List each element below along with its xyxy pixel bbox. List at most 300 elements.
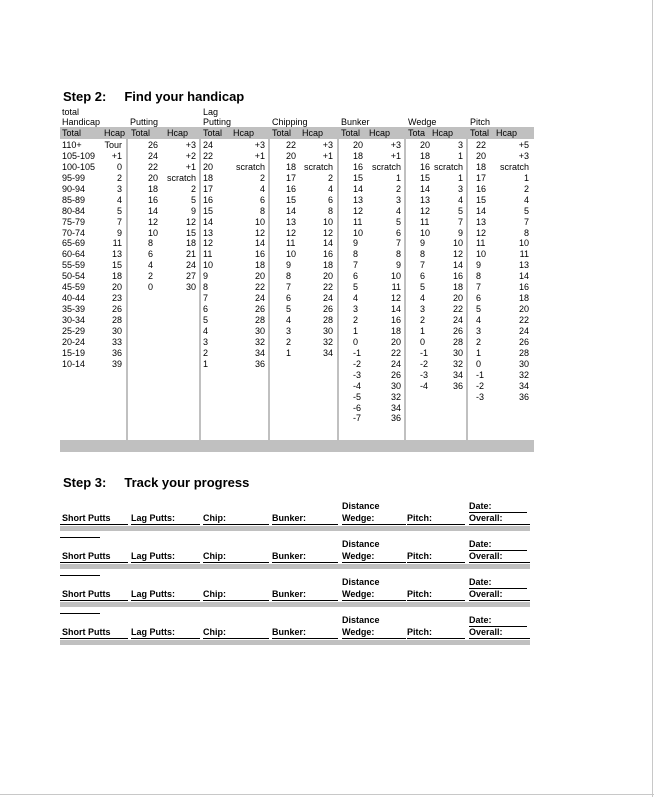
total-value: 7 (476, 282, 482, 293)
table-row (468, 140, 534, 151)
total-value: 17 (476, 172, 487, 183)
lag-putting-header-line: Lag (203, 107, 219, 117)
total-value: 9 (476, 260, 482, 271)
hcap-value: 14 (452, 260, 463, 271)
total-value: 20 (353, 140, 364, 150)
bunker-subheader (341, 127, 391, 140)
total-value: -4 (420, 380, 429, 391)
page-bottom-edge (0, 794, 654, 795)
table-row (128, 271, 199, 282)
step2-title: Find your handicap (124, 89, 245, 104)
total-value: 13 (203, 227, 214, 238)
hcap-value: 22 (452, 304, 463, 315)
hcap-value: +1 (111, 150, 122, 161)
table-row (270, 348, 337, 359)
hcap-value: scratch (499, 161, 529, 172)
hcap-value: 32 (390, 391, 401, 402)
total-value: 5 (286, 304, 292, 315)
entry-line (407, 638, 465, 639)
tracking-row (60, 501, 530, 527)
hcap-value: 24 (452, 315, 463, 325)
table-row (406, 271, 466, 282)
entry-line (469, 626, 527, 627)
lag-putting-rows (201, 140, 268, 370)
total-value: 1 (353, 325, 359, 336)
hcap-value: 1 (457, 150, 463, 161)
table-row (201, 293, 268, 304)
entry-line (60, 600, 128, 601)
table-row (201, 228, 268, 239)
hcap-value: 33 (111, 336, 122, 347)
lag-putting-header (203, 107, 231, 127)
hcap-value: 2 (395, 183, 401, 194)
short-putts-label: Short Putts (62, 513, 111, 523)
table-row (339, 282, 404, 293)
total-value: 1 (286, 347, 292, 358)
total-value: 85-89 (62, 194, 86, 205)
table-row (270, 260, 337, 271)
total-value: 14 (353, 183, 364, 194)
hcap-value: 2 (327, 172, 333, 183)
total-column-header: Total (341, 128, 361, 138)
hcap-value: 15 (111, 260, 122, 271)
hcap-value: 3 (395, 194, 401, 205)
hcap-value: 20 (452, 293, 463, 304)
hcap-value: +1 (185, 161, 196, 172)
total-value: 16 (203, 194, 214, 205)
hcap-value: 18 (254, 260, 265, 271)
table-row (60, 271, 126, 282)
total-value: 8 (203, 282, 209, 293)
entry-line (407, 524, 465, 525)
hcap-value: 22 (322, 282, 333, 293)
total-value: 24 (148, 150, 159, 161)
entry-line (60, 638, 128, 639)
table-row (128, 162, 199, 173)
table-row (270, 184, 337, 195)
hcap-value: +3 (518, 150, 529, 161)
total-value: 35-39 (62, 304, 86, 315)
total-value: 20 (286, 150, 297, 161)
entry-line (469, 512, 527, 513)
step3-title: Track your progress (124, 475, 250, 490)
table-row (468, 381, 534, 392)
total-value: 12 (476, 227, 487, 238)
chip-label: Chip: (203, 513, 226, 523)
hcap-value: 14 (322, 238, 333, 249)
table-row (339, 184, 404, 195)
table-row (468, 151, 534, 162)
total-value: 1 (476, 347, 482, 358)
hcap-value: 36 (111, 347, 122, 358)
total-value: 7 (353, 260, 359, 271)
table-row (128, 249, 199, 260)
hcap-value: 12 (390, 293, 401, 304)
entry-line (469, 550, 527, 551)
hcap-value: 9 (395, 260, 401, 271)
hcap-column-header: Hcap (302, 128, 324, 138)
short-putts-label: Short Putts (62, 627, 111, 637)
total-value: 9 (353, 238, 359, 249)
table-row (468, 249, 534, 260)
table-row (339, 392, 404, 403)
hcap-value: 9 (116, 227, 122, 238)
total-value: 6 (476, 293, 482, 304)
entry-line (203, 638, 269, 639)
hcap-value: 7 (523, 216, 529, 227)
table-row (468, 271, 534, 282)
table-row (406, 282, 466, 293)
lag-putting-header-line: Putting (203, 117, 232, 127)
table-row (339, 381, 404, 392)
table-row (60, 228, 126, 239)
table-row (60, 140, 126, 151)
table-row (406, 206, 466, 217)
hcap-value: 7 (457, 216, 463, 227)
total-value: 16 (148, 194, 159, 205)
total-value: 3 (420, 304, 426, 315)
hcap-value: 1 (523, 172, 529, 183)
table-row (406, 348, 466, 359)
hcap-value: 1 (395, 172, 401, 183)
entry-line (342, 600, 406, 601)
table-row (128, 140, 199, 151)
table-row (128, 206, 199, 217)
hcap-value: 28 (322, 315, 333, 325)
total-value: 7 (286, 282, 292, 293)
total-value: 2 (353, 315, 359, 325)
entry-line (469, 588, 527, 589)
table-row (339, 217, 404, 228)
table-row (60, 260, 126, 271)
total-value: 16 (286, 183, 297, 194)
table-row (270, 238, 337, 249)
total-value: -6 (353, 402, 362, 413)
hcap-value: scratch (235, 161, 265, 172)
total-value: 20 (476, 150, 487, 161)
total-value: -1 (353, 347, 362, 358)
hcap-value: 11 (519, 249, 529, 260)
hcap-value: 26 (518, 336, 529, 347)
total-value: 12 (353, 205, 364, 216)
hcap-value: scratch (303, 161, 333, 172)
hcap-value: +1 (254, 150, 265, 161)
bunker-label: Bunker: (272, 589, 307, 599)
hcap-value: +3 (390, 140, 401, 150)
bunker-rows (339, 140, 404, 424)
hcap-value: 28 (111, 315, 122, 325)
entry-line (342, 562, 406, 563)
table-row (270, 304, 337, 315)
total-value: 17 (286, 172, 297, 183)
total-value: 14 (286, 205, 297, 216)
hcap-value: +3 (254, 140, 265, 150)
table-row (468, 304, 534, 315)
hcap-value: 6 (327, 194, 333, 205)
table-row (339, 413, 404, 424)
total-value: 8 (420, 249, 426, 260)
hcap-value: 6 (395, 227, 401, 238)
hcap-value: 20 (390, 336, 401, 347)
table-row (406, 140, 466, 151)
table-row (60, 217, 126, 228)
hcap-value: 30 (185, 282, 196, 293)
table-row (201, 217, 268, 228)
total-column-header: Total (203, 128, 223, 138)
wedge-label: Wedge: (342, 627, 375, 637)
total-value: 12 (420, 205, 431, 216)
total-column-header: Total (272, 128, 292, 138)
step3-heading (63, 475, 249, 490)
table-row (270, 162, 337, 173)
hcap-value: 26 (452, 325, 463, 336)
pitch-label: Pitch: (407, 589, 433, 599)
date-label: Date: (469, 539, 492, 549)
total-handicap-rows (60, 140, 126, 370)
hcap-value: +3 (322, 140, 333, 150)
table-row (339, 315, 404, 326)
hcap-value: 26 (111, 304, 122, 315)
table-row (270, 326, 337, 337)
hcap-value: 34 (390, 402, 401, 413)
hcap-value: 12 (254, 227, 265, 238)
hcap-value: 4 (327, 183, 333, 194)
table-row (339, 173, 404, 184)
table-row (406, 195, 466, 206)
entry-line (60, 562, 128, 563)
table-row (60, 293, 126, 304)
total-value: 20 (203, 161, 214, 172)
hcap-value: 36 (390, 413, 401, 424)
hcap-value: 34 (254, 347, 265, 358)
hcap-value: 24 (185, 260, 196, 271)
total-value: 50-54 (62, 271, 86, 282)
lag-putts-label: Lag Putts: (131, 551, 175, 561)
table-row (60, 151, 126, 162)
entry-line (203, 600, 269, 601)
table-row (270, 173, 337, 184)
hcap-value: 4 (259, 183, 265, 194)
table-row (339, 304, 404, 315)
total-value: 17 (203, 183, 214, 194)
total-value: 8 (476, 271, 482, 282)
hcap-value: 27 (185, 271, 196, 282)
hcap-value: 10 (390, 271, 401, 282)
total-value: 5 (476, 304, 482, 315)
tracking-row (60, 539, 530, 565)
entry-line (272, 524, 338, 525)
hcap-value: 16 (518, 282, 529, 293)
tracking-row-bar (60, 602, 530, 607)
total-value: 5 (203, 315, 209, 325)
table-row (406, 315, 466, 326)
table-row (339, 260, 404, 271)
total-value: 4 (203, 325, 209, 336)
hcap-value: 15 (185, 227, 196, 238)
chipping-subheader (272, 127, 324, 140)
chip-label: Chip: (203, 551, 226, 561)
table-row (128, 238, 199, 249)
total-value: 0 (420, 336, 426, 347)
table-row (201, 315, 268, 326)
date-label: Date: (469, 577, 492, 587)
total-value: 18 (420, 150, 431, 161)
table-row (128, 173, 199, 184)
bunker-header-line: Bunker (341, 117, 370, 127)
total-value: 80-84 (62, 205, 86, 216)
hcap-value: 18 (452, 282, 463, 293)
wedge-label: Wedge: (342, 513, 375, 523)
hcap-value: 32 (322, 336, 333, 347)
hcap-value: 32 (518, 369, 529, 380)
table-row (201, 249, 268, 260)
pitch-rows (468, 140, 534, 403)
overall-label: Overall: (469, 513, 503, 523)
putting-subheader (131, 127, 189, 140)
total-value: 11 (476, 238, 486, 249)
table-row (468, 228, 534, 239)
hcap-value: 10 (452, 238, 463, 249)
total-value: 14 (476, 205, 487, 216)
table-row (201, 260, 268, 271)
hcap-value: 5 (395, 216, 401, 227)
table-row (60, 238, 126, 249)
step2-heading (63, 89, 244, 104)
total-value: 14 (148, 205, 159, 216)
table-row (201, 195, 268, 206)
total-value: 6 (203, 304, 209, 315)
total-value: 3 (203, 336, 209, 347)
date-label: Date: (469, 615, 492, 625)
table-row (60, 315, 126, 326)
hcap-value: 11 (112, 238, 122, 249)
entry-line (60, 537, 100, 538)
table-row (270, 217, 337, 228)
total-column-header: Tota (408, 128, 426, 138)
total-value: 18 (476, 161, 487, 172)
table-row (128, 151, 199, 162)
total-value: 4 (286, 315, 292, 325)
short-putts-label: Short Putts (62, 589, 111, 599)
hcap-value: 28 (518, 347, 529, 358)
table-row (339, 337, 404, 348)
total-value: -1 (476, 369, 485, 380)
page-right-edge (652, 0, 653, 797)
total-value: -4 (353, 380, 362, 391)
pitch-label: Pitch: (407, 513, 433, 523)
total-value: 60-64 (62, 249, 86, 260)
hcap-column-header: Hcap (104, 128, 126, 138)
total-value: 22 (203, 150, 214, 161)
hcap-value: 18 (185, 238, 196, 249)
entry-line (272, 562, 338, 563)
entry-line (131, 600, 200, 601)
total-value: 0 (476, 358, 482, 369)
table-row (201, 282, 268, 293)
hcap-value: 21 (185, 249, 196, 260)
total-value: 3 (476, 325, 482, 336)
putting-rows (128, 140, 199, 293)
table-row (270, 140, 337, 151)
hcap-value: 34 (452, 369, 463, 380)
chip-label: Chip: (203, 589, 226, 599)
table-row (468, 173, 534, 184)
hcap-column-header: Hcap (432, 128, 454, 138)
table-row (339, 140, 404, 151)
table-row (201, 151, 268, 162)
total-value: 6 (148, 249, 154, 260)
total-value: 10 (420, 227, 431, 238)
table-row (339, 151, 404, 162)
table-row (201, 271, 268, 282)
chipping-header (272, 117, 308, 127)
total-value: 10 (476, 249, 487, 260)
total-value: 10 (148, 227, 159, 238)
hcap-value: scratch (166, 172, 196, 183)
pitch-subheader (470, 127, 518, 140)
lag-putts-label: Lag Putts: (131, 627, 175, 637)
table-row (339, 228, 404, 239)
total-value: 10 (286, 249, 297, 260)
wedge-header (408, 117, 436, 127)
total-value: 20 (420, 140, 431, 150)
distance-label: Distance (342, 577, 380, 587)
entry-line (469, 600, 530, 601)
total-value: 4 (148, 260, 154, 271)
wedge-label: Wedge: (342, 551, 375, 561)
total-value: 105-109 (62, 150, 96, 161)
table-row (406, 359, 466, 370)
table-row (468, 184, 534, 195)
table-row (201, 140, 268, 151)
hcap-value: 22 (518, 315, 529, 325)
table-row (128, 260, 199, 271)
hcap-value: 12 (185, 216, 196, 227)
putting-header (130, 117, 158, 127)
hcap-value: 22 (390, 347, 401, 358)
total-value: 10 (353, 227, 364, 238)
entry-line (272, 600, 338, 601)
entry-line (60, 524, 128, 525)
entry-line (272, 638, 338, 639)
total-value: -3 (353, 369, 362, 380)
hcap-value: 1 (457, 172, 463, 183)
overall-label: Overall: (469, 589, 503, 599)
table-row (406, 370, 466, 381)
total-handicap-header (62, 107, 100, 127)
hcap-value: 3 (457, 140, 463, 150)
hcap-value: 30 (254, 325, 265, 336)
distance-label: Distance (342, 615, 380, 625)
table-row (60, 184, 126, 195)
table-row (201, 184, 268, 195)
total-value: 0 (353, 336, 359, 347)
table-row (270, 206, 337, 217)
total-value: 12 (203, 238, 214, 249)
total-value: 16 (476, 183, 487, 194)
hcap-value: 8 (259, 205, 265, 216)
table-row (468, 217, 534, 228)
table-row (60, 162, 126, 173)
hcap-value: 13 (111, 249, 122, 260)
hcap-value: 16 (254, 249, 265, 260)
entry-line (131, 562, 200, 563)
hcap-value: 2 (523, 183, 529, 194)
total-value: 7 (203, 293, 209, 304)
table-row (270, 337, 337, 348)
hcap-column-header: Hcap (369, 128, 391, 138)
total-value: 12 (286, 227, 297, 238)
